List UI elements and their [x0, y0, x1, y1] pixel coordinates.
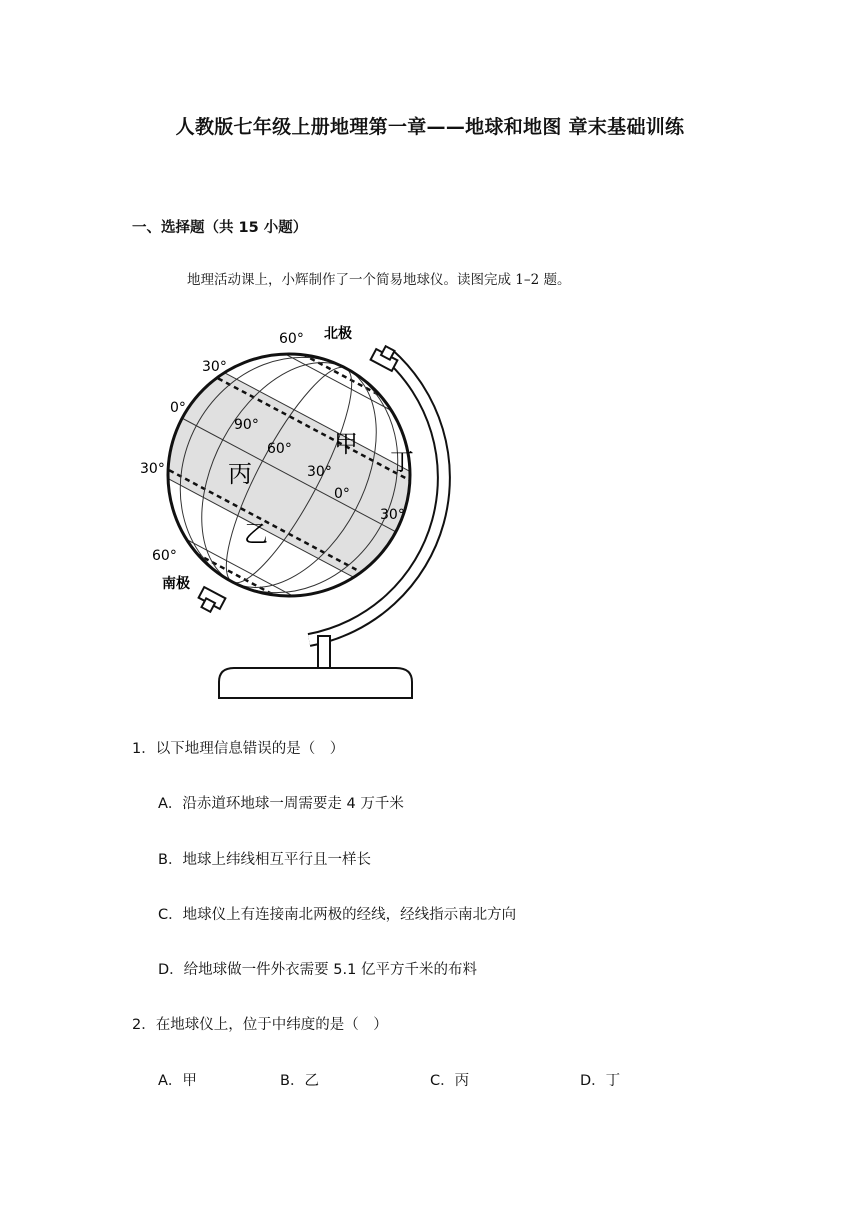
lat-60s-label: 60° — [152, 548, 177, 564]
question-2-option-a[interactable]: A．甲 — [158, 1073, 197, 1089]
label-bing: 丙 — [228, 460, 252, 488]
question-2-option-b[interactable]: B．乙 — [280, 1073, 319, 1089]
lon-0-label: 0° — [334, 486, 350, 502]
globe-diagram — [134, 310, 474, 705]
label-yi: 乙 — [244, 520, 268, 548]
south-axis-cap — [195, 587, 225, 615]
question-intro: 地理活动课上，小辉制作了一个简易地球仪。读图完成 1–2 题。 — [187, 272, 571, 288]
lon-60-label: 60° — [267, 441, 292, 457]
page-title: 人教版七年级上册地理第一章——地球和地图 章末基础训练 — [175, 116, 685, 138]
globe-figure — [134, 310, 474, 705]
lat-30n-label: 30° — [202, 359, 227, 375]
lon-30b-label: 30° — [380, 507, 405, 523]
question-1-option-b[interactable]: B．地球上纬线相互平行且一样长 — [158, 852, 371, 868]
lat-60n-label: 60° — [279, 331, 304, 347]
globe-stand-base — [219, 668, 412, 698]
section-heading: 一、选择题（共 15 小题） — [132, 220, 308, 236]
question-1-stem: 1．以下地理信息错误的是（ ） — [132, 741, 345, 757]
question-2-stem: 2．在地球仪上，位于中纬度的是（ ） — [132, 1017, 388, 1033]
label-ding: 丁 — [390, 448, 414, 476]
lon-30a-label: 30° — [307, 464, 332, 480]
question-2-option-c[interactable]: C．丙 — [430, 1073, 470, 1089]
label-jia: 甲 — [334, 430, 358, 458]
question-1-option-c[interactable]: C．地球仪上有连接南北两极的经线，经线指示南北方向 — [158, 907, 517, 923]
lat-0-label: 0° — [170, 400, 186, 416]
globe-stand-post — [318, 636, 330, 670]
question-2-option-d[interactable]: D．丁 — [580, 1073, 621, 1089]
question-1-option-a[interactable]: A．沿赤道环地球一周需要走 4 万千米 — [158, 796, 404, 812]
question-1-option-d[interactable]: D．给地球做一件外衣需要 5.1 亿平方千米的布料 — [158, 962, 477, 978]
north-pole-label: 北极 — [324, 326, 352, 342]
lon-90-label: 90° — [234, 417, 259, 433]
south-pole-label: 南极 — [162, 576, 190, 592]
lat-30s-label: 30° — [140, 461, 165, 477]
